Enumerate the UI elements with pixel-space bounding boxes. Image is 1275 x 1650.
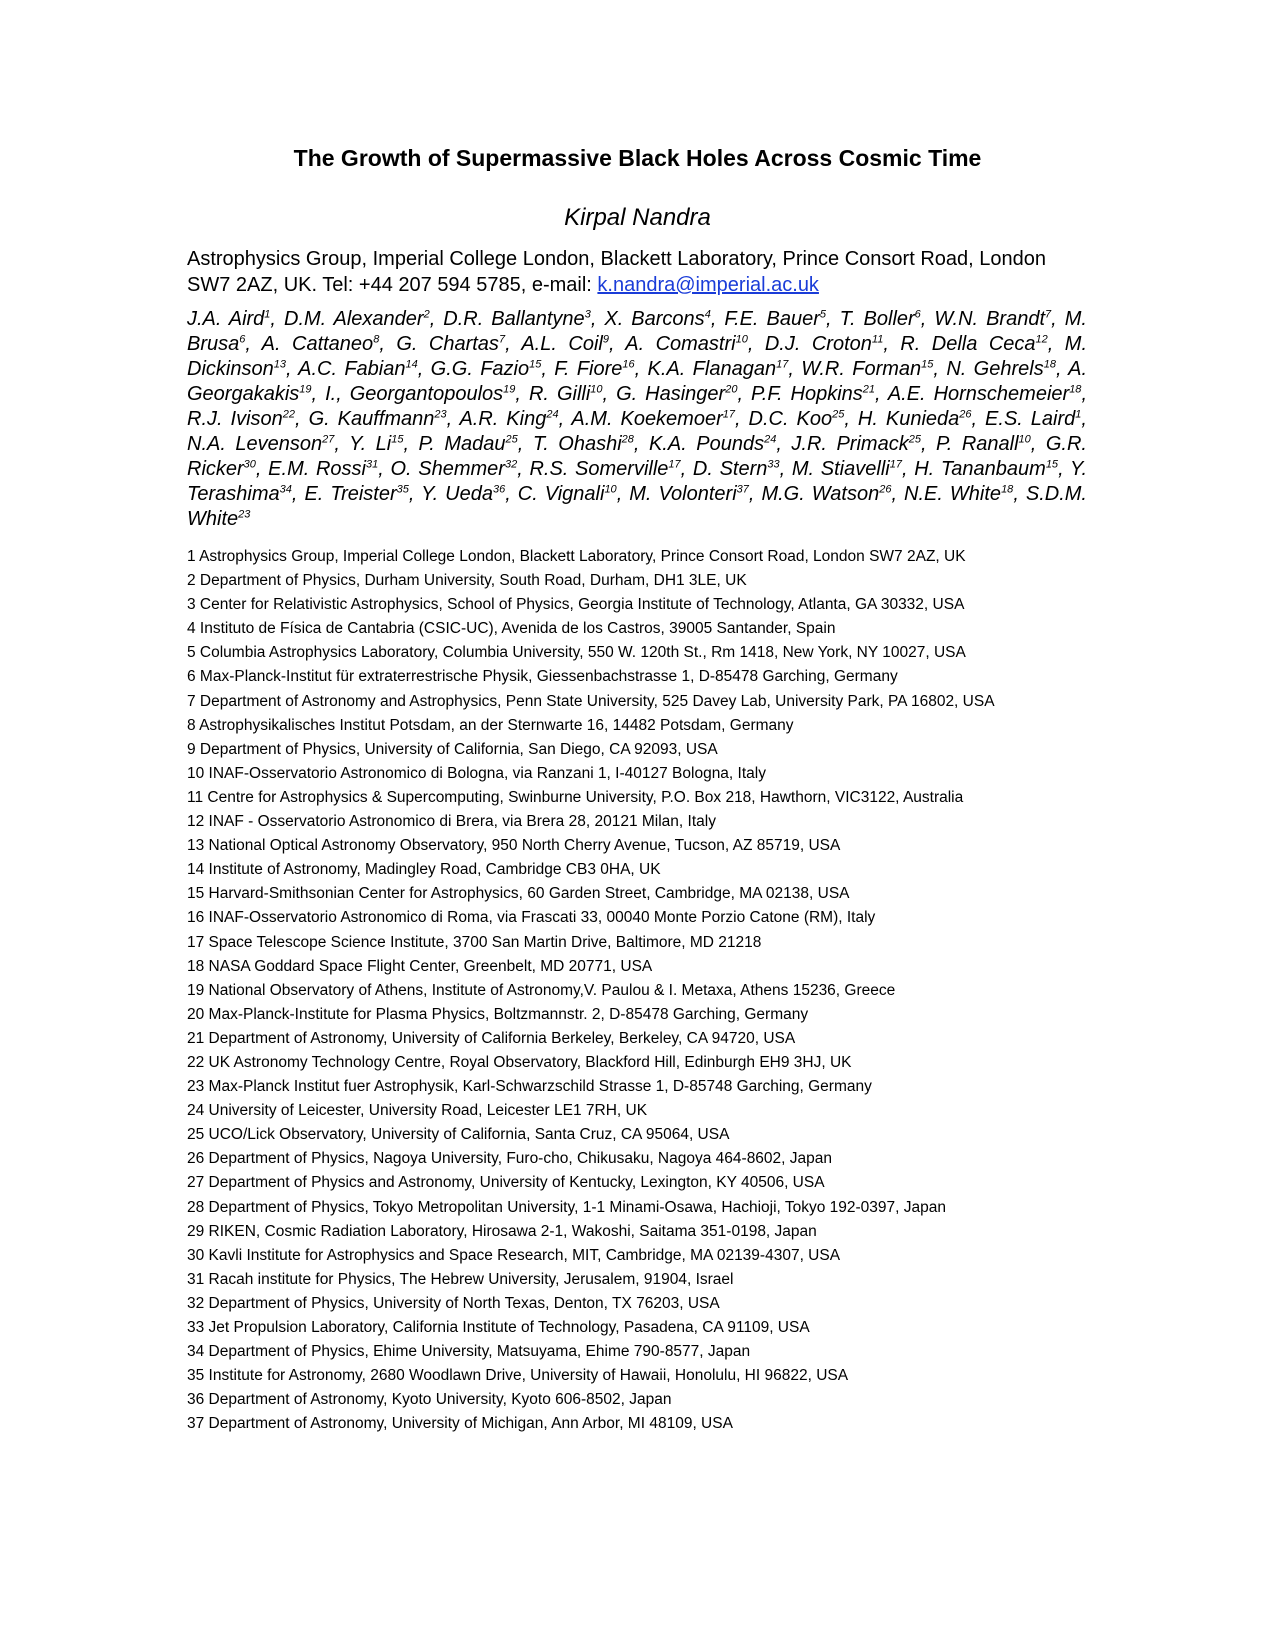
- coauthor-affiliation-index: 10: [590, 383, 603, 396]
- coauthor-name: M.G. Watson: [761, 483, 880, 505]
- institution-item: 30 Kavli Institute for Astrophysics and Space Research, MIT, Cambridge, MA 02139-4307, USA: [187, 1246, 841, 1264]
- coauthor-name: O. Shemmer: [390, 458, 505, 480]
- coauthor: [616, 383, 737, 405]
- coauthor: [443, 308, 591, 330]
- institution-item: 19 National Observatory of Athens, Institute of Astronomy,V. Paulou & I. Metaxa, Athens 15236, Greece: [187, 981, 896, 999]
- coauthor-affiliation-index: 25: [505, 433, 518, 446]
- coauthor: [840, 308, 921, 330]
- coauthor: [801, 358, 933, 380]
- institution-item: 7 Department of Astronomy and Astrophysics, Penn State University, 525 Davey Lab, University Park, PA 16802, USA: [187, 692, 995, 710]
- coauthor-name: C. Vignali: [517, 483, 605, 505]
- institution-item: 26 Department of Physics, Nagoya University, Furo-cho, Chikusaku, Nagoya 464-8602, Japan: [187, 1150, 833, 1168]
- coauthor-name: S.D.M. White: [187, 483, 1087, 530]
- coauthor-name: E.M. Rossi: [268, 458, 366, 480]
- coauthor-name: M. Volonteri: [629, 483, 737, 505]
- coauthor: [648, 358, 789, 380]
- coauthor-affiliation-index: 33: [767, 458, 780, 471]
- coauthor-affiliation-index: 24: [546, 408, 559, 421]
- coauthor: [934, 308, 1051, 330]
- coauthor-affiliation-index: 1: [264, 308, 271, 321]
- coauthor-name: M. Brusa: [187, 308, 1087, 355]
- coauthor-name: R. Della Ceca: [900, 333, 1036, 355]
- coauthor: [304, 483, 408, 505]
- institution-item: 17 Space Telescope Science Institute, 3700 San Martin Drive, Baltimore, MD 21218: [187, 933, 762, 951]
- coauthor-name: M. Dickinson: [187, 333, 1087, 380]
- coauthor: [571, 408, 735, 430]
- coauthor: [419, 433, 518, 455]
- coauthor: [765, 333, 883, 355]
- institution-item: 2 Department of Physics, Durham University, South Road, Durham, DH1 3LE, UK: [187, 572, 747, 590]
- coauthor-name: Y. Terashima: [187, 458, 1088, 505]
- coauthor-name: D.C. Koo: [748, 408, 833, 430]
- coauthor-name: D.M. Alexander: [284, 308, 424, 330]
- coauthor: [625, 333, 748, 355]
- coauthor-affiliation-index: 34: [279, 483, 292, 496]
- coauthor: [390, 458, 517, 480]
- affiliation-text: Astrophysics Group, Imperial College London, Blackett Laboratory, Prince Consort Road, London SW7 2AZ, UK. Tel: +44 207 594 5785, e-mail:: [187, 248, 1046, 296]
- coauthor: [421, 483, 505, 505]
- coauthor-name: T. Ohashi: [532, 433, 622, 455]
- coauthor-affiliation-index: 20: [725, 383, 738, 396]
- coauthor-affiliation-index: 19: [299, 383, 312, 396]
- coauthor-name: A. Cattaneo: [261, 333, 374, 355]
- institution-item: 35 Institute for Astronomy, 2680 Woodlawn Drive, University of Hawaii, Honolulu, HI 96822, USA: [187, 1367, 849, 1385]
- coauthor-name: A.E. Hornschemeier: [887, 383, 1070, 405]
- coauthor: [554, 358, 634, 380]
- coauthor-name: F. Fiore: [554, 358, 623, 380]
- coauthor: [187, 433, 334, 455]
- coauthor-name: A.R. King: [459, 408, 547, 430]
- coauthor-affiliation-index: 4: [704, 308, 711, 321]
- coauthor-affiliation-index: 22: [282, 408, 296, 421]
- coauthor-name: X. Barcons: [604, 308, 705, 330]
- coauthor-name: F.E. Bauer: [724, 308, 820, 330]
- coauthor-affiliation-index: 16: [622, 358, 635, 371]
- coauthor-name: R.S. Somerville: [529, 458, 669, 480]
- coauthor-affiliation-index: 9: [602, 333, 609, 346]
- institution-item: 5 Columbia Astrophysics Laboratory, Columbia University, 550 W. 120th St., Rm 1418, New York, NY 10027, USA: [187, 644, 966, 662]
- coauthor-affiliation-index: 15: [921, 358, 934, 371]
- coauthor-list: J.A. Aird$^1$, D.M. Alexander$^2$, D.R. Ballantyne$^3$, X. Barcons$^4$, F.E. Bauer$^5$, T. Boller$^6$, W.N. Brandt$^7$, M. Brusa$^6$, A. Cattaneo$^8$, G. Chartas$^7$, A.L. Coil$^9$, A. Comastri$^{10}$, D.J. Croton$^{11}$, R. Della Ceca$^{12}$, M. Dickinson$^{13}$, A.C. Fabian$^{14}$, G.G. Fazio$^{15}$, F. Fiore$^{16}$, K.A. Flanagan$^{17}$, W.R. Forman$^{15}$, N. Gehrels$^{18}$, A. Georgakakis$^{19}$, I., Georgantopoulos$^{19}$, R. Gilli$^{10}$, G. Hasinger$^{20}$, P.F. Hopkins$^{21}$, A.E. Hornschemeier$^{18}$, R.J. Ivison$^{22}$, G. Kauffmann$^{23}$, A.R. King$^{24}$, A.M. Koekemoer$^{17}$, D.C. Koo$^{25}$, H. Kunieda$^{26}$, E.S. Laird$^1$, N.A. Levenson$^{27}$, Y. Li$^{15}$, P. Madau$^{25}$, T. Ohashi$^{28}$, K.A. Pounds$^{24}$, J.R. Primack$^{25}$, P. Ranall$^{10}$, G.R. Ricker$^{30}$, E.M. Rossi$^{31}$, O. Shemmer$^{32}$, R.S. Somerville$^{17}$, D. Stern$^{33}$, M. Stiavelli$^{17}$, H. Tananbaum$^{15}$, Y. Terashima$^{34}$, E. Treister$^{35}$, Y. Ueda$^{36}$, C. Vignali$^{10}$, M. Volonteri$^{37}$, M.G. Watson$^{26}$, N.E. White$^{18}$, S.D.M. White$^{23}$: [187, 308, 1088, 530]
- coauthor-name: G. Kauffmann: [308, 408, 435, 430]
- coauthor-affiliation-index: 26: [879, 483, 892, 496]
- coauthor-name: A. Georgakakis: [187, 358, 1088, 405]
- coauthor-name: P.F. Hopkins: [751, 383, 863, 405]
- coauthor: [693, 458, 780, 480]
- coauthor: [309, 408, 447, 430]
- coauthor-affiliation-index: 24: [764, 433, 777, 446]
- coauthor: [914, 458, 1058, 480]
- coauthor-affiliation-index: 14: [405, 358, 418, 371]
- coauthor-affiliation-index: 6: [239, 333, 246, 346]
- coauthor-affiliation-index: 35: [396, 483, 409, 496]
- institution-item: 31 Racah institute for Physics, The Hebrew University, Jerusalem, 91904, Israel: [187, 1270, 734, 1288]
- coauthor: [533, 433, 634, 455]
- coauthor-affiliation-index: 17: [889, 458, 902, 471]
- coauthor-affiliation-index: 7: [1045, 308, 1052, 321]
- institution-item: 36 Department of Astronomy, Kyoto University, Kyoto 606-8502, Japan: [187, 1391, 672, 1409]
- institution-item: 1 Astrophysics Group, Imperial College London, Blackett Laboratory, Prince Consort Road, London SW7 2AZ, UK: [187, 548, 966, 565]
- institution-item: 24 University of Leicester, University Road, Leicester LE1 7RH, UK: [187, 1102, 648, 1120]
- coauthor: [936, 433, 1031, 455]
- institution-item: 28 Department of Physics, Tokyo Metropolitan University, 1-1 Minami-Osawa, Hachioji, Tokyo 192-0397, Japan: [187, 1198, 946, 1216]
- coauthor: [325, 383, 515, 405]
- coauthor: [298, 358, 418, 380]
- coauthor-affiliation-index: 17: [668, 458, 681, 471]
- coauthor-name: N.A. Levenson: [187, 433, 323, 455]
- coauthor-name: N.E. White: [904, 483, 1002, 505]
- institution-item: 22 UK Astronomy Technology Centre, Royal Observatory, Blackford Hill, Edinburgh EH9 3HJ, UK: [187, 1053, 852, 1071]
- coauthor-affiliation-index: 17: [722, 408, 736, 421]
- institution-item: 34 Department of Physics, Ehime University, Matsuyama, Ehime 790-8577, Japan: [187, 1343, 751, 1361]
- coauthor-name: G.G. Fazio: [430, 358, 530, 380]
- coauthor-name: G. Hasinger: [616, 383, 726, 405]
- coauthor-name: A.M. Koekemoer: [571, 408, 723, 430]
- coauthor: [187, 408, 295, 430]
- coauthor-name: A.C. Fabian: [298, 358, 406, 380]
- coauthor-affiliation-index: 23: [238, 508, 251, 521]
- coauthor-name: W.R. Forman: [801, 358, 922, 380]
- coauthor-name: D.J. Croton: [764, 333, 872, 355]
- primary-author: Kirpal Nandra: [564, 204, 711, 231]
- institution-item: 29 RIKEN, Cosmic Radiation Laboratory, Hirosawa 2-1, Wakoshi, Saitama 351-0198, Japan: [187, 1222, 817, 1240]
- coauthor: [604, 308, 710, 330]
- coauthor-name: A. Comastri: [625, 333, 736, 355]
- coauthor: [749, 408, 845, 430]
- coauthor-name: J.R. Primack: [791, 433, 909, 455]
- coauthor-affiliation-index: 28: [621, 433, 634, 446]
- institution-item: 27 Department of Physics and Astronomy, University of Kentucky, Lexington, KY 40506, USA: [187, 1174, 825, 1192]
- coauthor-affiliation-index: 18: [1001, 483, 1014, 496]
- institution-item: 15 Harvard-Smithsonian Center for Astrophysics, 60 Garden Street, Cambridge, MA 02138, USA: [187, 885, 850, 903]
- coauthor-name: D. Stern: [692, 458, 768, 480]
- institution-item: 23 Max-Planck Institut fuer Astrophysik, Karl-Schwarzschild Strasse 1, D-85748 Garching, Germany: [187, 1078, 872, 1096]
- coauthor-name: I., Georgantopoulos: [325, 383, 504, 405]
- coauthor-name: H. Kunieda: [857, 408, 960, 430]
- institution-item: 14 Institute of Astronomy, Madingley Road, Cambridge CB3 0HA, UK: [187, 861, 661, 879]
- coauthor-affiliation-index: 25: [908, 433, 921, 446]
- coauthor: [858, 408, 972, 430]
- coauthor-name: N. Gehrels: [946, 358, 1044, 380]
- institution-item: 13 National Optical Astronomy Observatory, 950 North Cherry Avenue, Tucson, AZ 85719, USA: [187, 837, 841, 855]
- coauthor: [349, 433, 403, 455]
- coauthor-name: T. Boller: [839, 308, 915, 330]
- coauthor-affiliation-index: 32: [504, 458, 518, 471]
- coauthor-name: A.L. Coil: [521, 333, 603, 355]
- institution-item: 9 Department of Physics, University of California, San Diego, CA 92093, USA: [187, 740, 718, 758]
- coauthor-affiliation-index: 37: [736, 483, 749, 496]
- coauthor: [284, 308, 430, 330]
- coauthor-affiliation-index: 3: [584, 308, 591, 321]
- coauthor-name: K.A. Flanagan: [647, 358, 777, 380]
- coauthor-affiliation-index: 21: [862, 383, 876, 396]
- coauthor-name: E. Treister: [304, 483, 397, 505]
- coauthor: [888, 383, 1082, 405]
- coauthor: [946, 358, 1056, 380]
- coauthor: [262, 333, 380, 355]
- coauthor-name: P. Madau: [418, 433, 506, 455]
- institution-item: 10 INAF-Osservatorio Astronomico di Bologna, via Ranzani 1, I-40127 Bologna, Italy: [187, 764, 766, 782]
- coauthor-affiliation-index: 17: [776, 358, 789, 371]
- institution-item: 3 Center for Relativistic Astrophysics, School of Physics, Georgia Institute of Technology, Atlanta, GA 30332, USA: [187, 596, 965, 614]
- coauthor-affiliation-index: 10: [1018, 433, 1031, 446]
- coauthor-affiliation-index: 15: [529, 358, 542, 371]
- coauthor-name: P. Ranall: [936, 433, 1019, 455]
- institution-item: 21 Department of Astronomy, University of California Berkeley, Berkeley, CA 94720, USA: [187, 1029, 796, 1047]
- institution-item: 11 Centre for Astrophysics & Supercomputing, Swinburne University, P.O. Box 218, Hawthorn, VIC3122, Australia: [187, 788, 964, 806]
- coauthor-affiliation-index: 11: [871, 333, 884, 346]
- coauthor-name: Y. Li: [349, 433, 392, 455]
- email-link[interactable]: k.nandra@imperial.ac.uk: [597, 274, 819, 296]
- coauthor-affiliation-index: 15: [1045, 458, 1059, 471]
- coauthor: [751, 383, 875, 405]
- coauthor-affiliation-index: 8: [373, 333, 380, 346]
- primary-affiliation: [187, 246, 1087, 298]
- coauthor-affiliation-index: 26: [959, 408, 972, 421]
- coauthor: [904, 483, 1013, 505]
- coauthor: [529, 383, 603, 405]
- institution-item: 20 Max-Planck-Institute for Plasma Physics, Boltzmannstr. 2, D-85478 Garching, Germany: [187, 1005, 809, 1023]
- coauthor: [761, 483, 891, 505]
- coauthor-name: H. Tananbaum: [914, 458, 1046, 480]
- coauthor-affiliation-index: 30: [243, 458, 256, 471]
- coauthor-affiliation-index: 36: [492, 483, 506, 496]
- institution-item: 6 Max-Planck-Institut für extraterrestrische Physik, Giessenbachstrasse 1, D-85478 Garching, Germany: [187, 668, 898, 686]
- coauthor-name: G. Chartas: [396, 333, 499, 355]
- institution-item: 16 INAF-Osservatorio Astronomico di Roma, via Frascati 33, 00040 Monte Porzio Catone (RM), Italy: [187, 909, 876, 927]
- coauthor: [791, 433, 921, 455]
- coauthor: [459, 408, 558, 430]
- coauthor-affiliation-index: 1: [1075, 408, 1082, 421]
- coauthor-affiliation-index: 5: [819, 308, 826, 321]
- institution-item: 37 Department of Astronomy, University of Michigan, Ann Arbor, MI 48109, USA: [187, 1415, 733, 1433]
- coauthor-name: J.A. Aird: [187, 308, 265, 330]
- coauthor-affiliation-index: 15: [391, 433, 404, 446]
- coauthor-name: M. Stiavelli: [791, 458, 890, 480]
- coauthor-name: R. Gilli: [528, 383, 591, 405]
- coauthor-affiliation-index: 25: [832, 408, 845, 421]
- coauthor-affiliation-index: 19: [503, 383, 516, 396]
- institution-item: 4 Instituto de Física de Cantabria (CSIC-UC), Avenida de los Castros, 39005 Santander, Spain: [187, 620, 836, 638]
- coauthor: [268, 458, 378, 480]
- coauthor-affiliation-index: 2: [423, 308, 430, 321]
- coauthor: [649, 433, 776, 455]
- coauthor-affiliation-index: 10: [735, 333, 748, 346]
- coauthor-affiliation-index: 6: [914, 308, 921, 321]
- coauthor-affiliation-index: 13: [273, 358, 286, 371]
- coauthor: [900, 333, 1047, 355]
- coauthor-affiliation-index: 27: [322, 433, 335, 446]
- paper-title: The Growth of Supermassive Black Holes Across Cosmic Time: [293, 145, 982, 171]
- coauthor-affiliation-index: 18: [1043, 358, 1056, 371]
- coauthor-affiliation-index: 12: [1035, 333, 1048, 346]
- coauthor: [431, 358, 542, 380]
- coauthor-name: E.S. Laird: [985, 408, 1076, 430]
- institution-item: 25 UCO/Lick Observatory, University of California, Santa Cruz, CA 95064, USA: [187, 1126, 730, 1144]
- coauthor: [724, 308, 826, 330]
- coauthor: [518, 483, 617, 505]
- institution-item: 33 Jet Propulsion Laboratory, California Institute of Technology, Pasadena, CA 91109, USA: [187, 1319, 810, 1336]
- coauthor-affiliation-index: 31: [365, 458, 379, 471]
- coauthor: [792, 458, 902, 480]
- coauthor: [529, 458, 680, 480]
- coauthor: [187, 308, 270, 330]
- coauthor-affiliation-index: 10: [604, 483, 617, 496]
- institution-item: 18 NASA Goddard Space Flight Center, Greenbelt, MD 20771, USA: [187, 957, 653, 975]
- coauthor-name: K.A. Pounds: [648, 433, 765, 455]
- institution-item: 12 INAF - Osservatorio Astronomico di Brera, via Brera 28, 20121 Milan, Italy: [187, 813, 716, 831]
- coauthor: [521, 333, 609, 355]
- coauthor: [629, 483, 749, 505]
- institution-item: 8 Astrophysikalisches Institut Potsdam, an der Sternwarte 16, 14482 Potsdam, Germany: [187, 716, 794, 734]
- coauthor: [396, 333, 505, 355]
- institution-item: 32 Department of Physics, University of North Texas, Denton, TX 76203, USA: [187, 1294, 720, 1312]
- coauthor-name: D.R. Ballantyne: [443, 308, 585, 330]
- coauthor: [985, 408, 1081, 430]
- coauthor-name: R.J. Ivison: [187, 408, 283, 430]
- coauthor-affiliation-index: 23: [434, 408, 447, 421]
- coauthor-affiliation-index: 7: [498, 333, 506, 346]
- coauthor-name: G.R. Ricker: [187, 433, 1087, 480]
- institution-list: [187, 545, 1107, 1436]
- coauthor-name: W.N. Brandt: [934, 308, 1046, 330]
- coauthor-name: Y. Ueda: [421, 483, 493, 505]
- coauthor-affiliation-index: 18: [1069, 383, 1082, 396]
